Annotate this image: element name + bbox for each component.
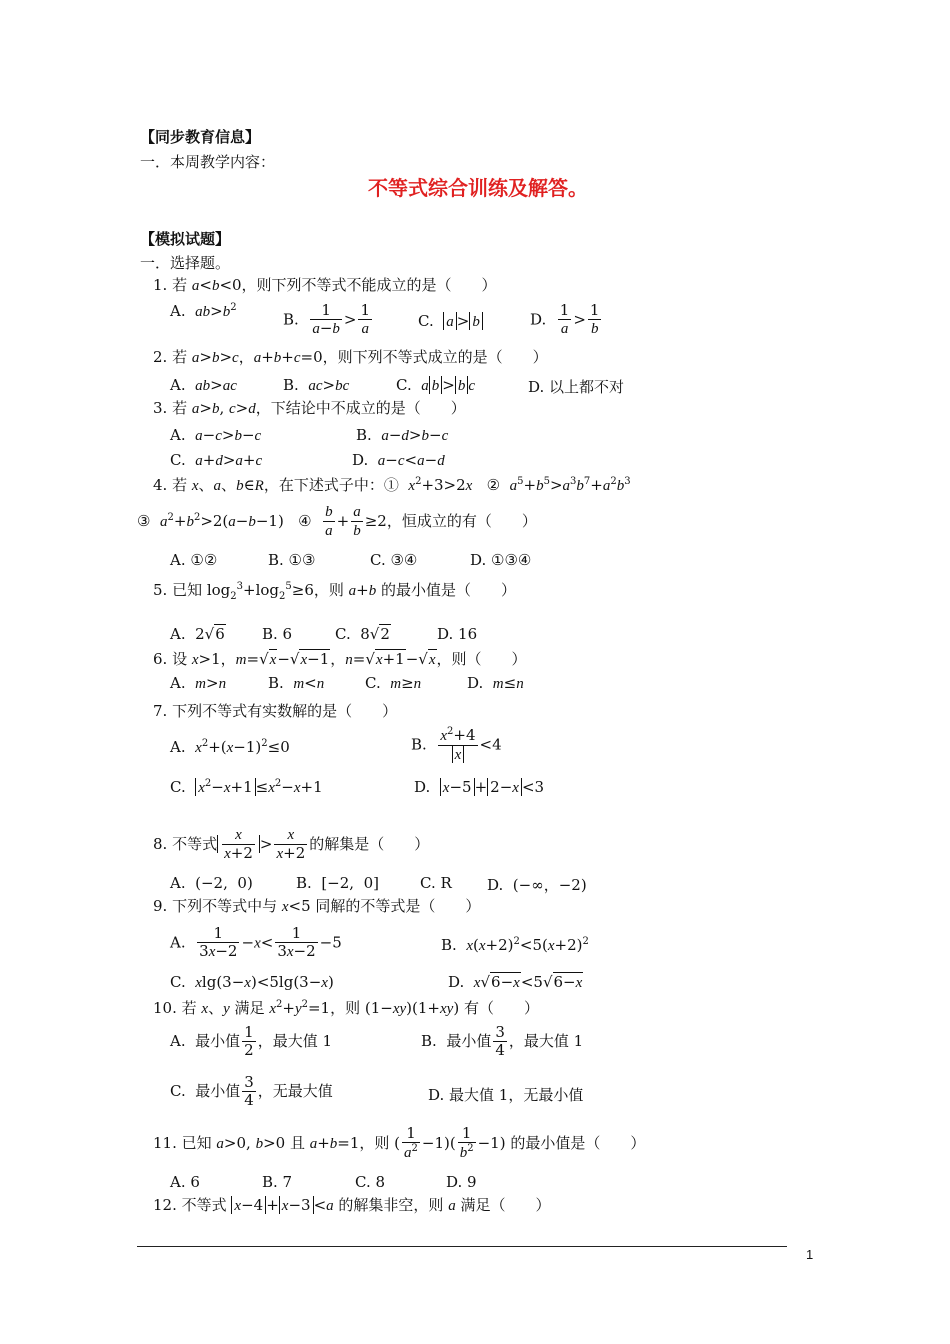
q1-option-c: C. a > b [418, 312, 483, 331]
q11-option-c: C. 8 [355, 1173, 386, 1191]
q7-option-d: D. x−5 + 2−x <3 [414, 778, 545, 796]
section-header-sync: 【同步教育信息】 [140, 128, 261, 146]
q6-option-b: B. m<n [268, 674, 325, 692]
q6-option-d: D. m≤n [467, 674, 524, 692]
question-6: 6. 设 x>1，m=√x−√x−1，n=√x+1−√x，则（ ） [153, 650, 527, 668]
q1-option-a: A. $ab>b^2$ [170, 302, 237, 320]
q9-option-c: C. xlg(3−x)<5lg(3−x) [170, 973, 334, 991]
q3-option-d: D. a−c<a−d [352, 451, 445, 469]
question-5: 5. 已知 $\log_2^3+\log_2^5\ge 6$，则 a+b 的最小值是（ ） [153, 581, 517, 602]
q10-option-d: D. 最大值 1，无最小值 [428, 1086, 584, 1104]
q10-option-c: C. 最小值 $\frac{3}{4}$ ，无最大值 [170, 1073, 333, 1110]
q8-option-c: C. R [420, 874, 452, 892]
q10-option-a: A. 最小值 $\frac{1}{2}$ ，最大值 1 [170, 1023, 332, 1060]
question-1: 1. 若 a<b<0，则下列不等式不能成立的是（ ） [153, 276, 497, 294]
question-2: 2. 若 a>b>c，a+b+c=0，则下列不等式成立的是（ ） [153, 348, 548, 366]
q2-option-a: A. ab>ac [170, 376, 237, 394]
q10-option-b: B. 最小值 $\frac{3}{4}$ ，最大值 1 [421, 1023, 584, 1060]
q7-option-b: B. $\frac{x^2+4}{x}$ <4 [411, 726, 502, 764]
question-4: 4. 若 x、a、b∈R，在下述式子中：① $x^2+3>2x$ ② $a^5+b^5>a^3b^7+a^2b^3$ [153, 476, 631, 494]
question-11: 11. 已知 a>0, b>0 且 a+b=1，则 ( $\frac{1}{a^2}$ −1)( $\frac{1}{b^2}$ −1) 的最小值是（ ） [153, 1124, 646, 1162]
q1-option-b: B. $\frac{1}{a-b}$ > $\frac{1}{a}$ [283, 301, 371, 338]
week-content-label: 一．本周教学内容： [140, 153, 276, 171]
q4-option-d: D. ①③④ [470, 551, 532, 569]
q7-option-a: A. $x^2+(x-1)^2\le 0$ [170, 738, 290, 756]
q11-option-a: A. 6 [170, 1173, 200, 1191]
q3-option-b: B. a−d>b−c [356, 426, 449, 444]
q8-option-a: A. (−2, 0) [170, 874, 253, 892]
question-8: 8. 不等式 $\frac{x}{x+2}$ > $\frac{x}{x+2}$ 的解集是（ ） [153, 827, 430, 863]
q3-option-a: A. a−c>b−c [170, 426, 262, 444]
q8-option-b: B. [−2, 0] [296, 874, 379, 892]
q4-option-b: B. ①③ [268, 551, 316, 569]
question-3: 3. 若 a>b, c>d，下结论中不成立的是（ ） [153, 399, 466, 417]
question-10: 10. 若 x、y 满足 $x^2+y^2=1$，则 (1−xy)(1+xy) 有（ ） [153, 999, 539, 1017]
q5-option-d: D. 16 [437, 625, 478, 643]
q5-option-a: A. 2√6 [170, 625, 225, 643]
q6-option-c: C. m≥n [365, 674, 422, 692]
q4-option-a: A. ①② [170, 551, 218, 569]
q4-option-c: C. ③④ [370, 551, 418, 569]
question-9: 9. 下列不等式中与 x<5 同解的不等式是（ ） [153, 897, 481, 915]
q5-option-c: C. 8√2 [335, 625, 390, 643]
page-title: 不等式综合训练及解答。 [368, 176, 588, 200]
q2-option-c: C. a b > b c [396, 376, 475, 394]
question-7: 7. 下列不等式有实数解的是（ ） [153, 702, 398, 720]
q11-option-d: D. 9 [446, 1173, 477, 1191]
q9-option-a: A. $\frac{1}{3x-2}$ −x< $\frac{1}{3x-2}$ −5 [170, 924, 342, 961]
q9-option-d: D. x√6−x<5√6−x [448, 973, 583, 991]
q8-option-d: D. (−∞，−2) [487, 876, 587, 894]
q3-option-c: C. a+d>a+c [170, 451, 263, 469]
q2-option-d: D. 以上都不对 [528, 378, 625, 396]
question-12: 12. 不等式 x−4 + x−3 <a 的解集非空，则 a 满足（ ） [153, 1196, 551, 1214]
q6-option-a: A. m>n [170, 674, 227, 692]
section-header-mock: 【模拟试题】 [140, 230, 231, 248]
q7-option-c: C. $x^2-x+1 \le x^2-x+1$ [170, 778, 323, 796]
q11-option-b: B. 7 [262, 1173, 293, 1191]
footer-divider [137, 1246, 787, 1247]
q9-option-b: B. $x(x+2)^2<5(x+2)^2$ [441, 936, 589, 954]
q2-option-b: B. ac>bc [283, 376, 350, 394]
page-number: 1 [806, 1247, 814, 1262]
q5-option-b: B. 6 [262, 625, 293, 643]
question-4-cont: ③ $a^2+b^2>2(a-b-1)$ ④ $\frac{b}{a}$ + $\frac{a}{b}$ ≥2，恒成立的有（ ） [137, 504, 537, 540]
section-choice: 一．选择题。 [140, 254, 231, 272]
q1-option-d: D. $\frac{1}{a}$ > $\frac{1}{b}$ [530, 301, 600, 338]
